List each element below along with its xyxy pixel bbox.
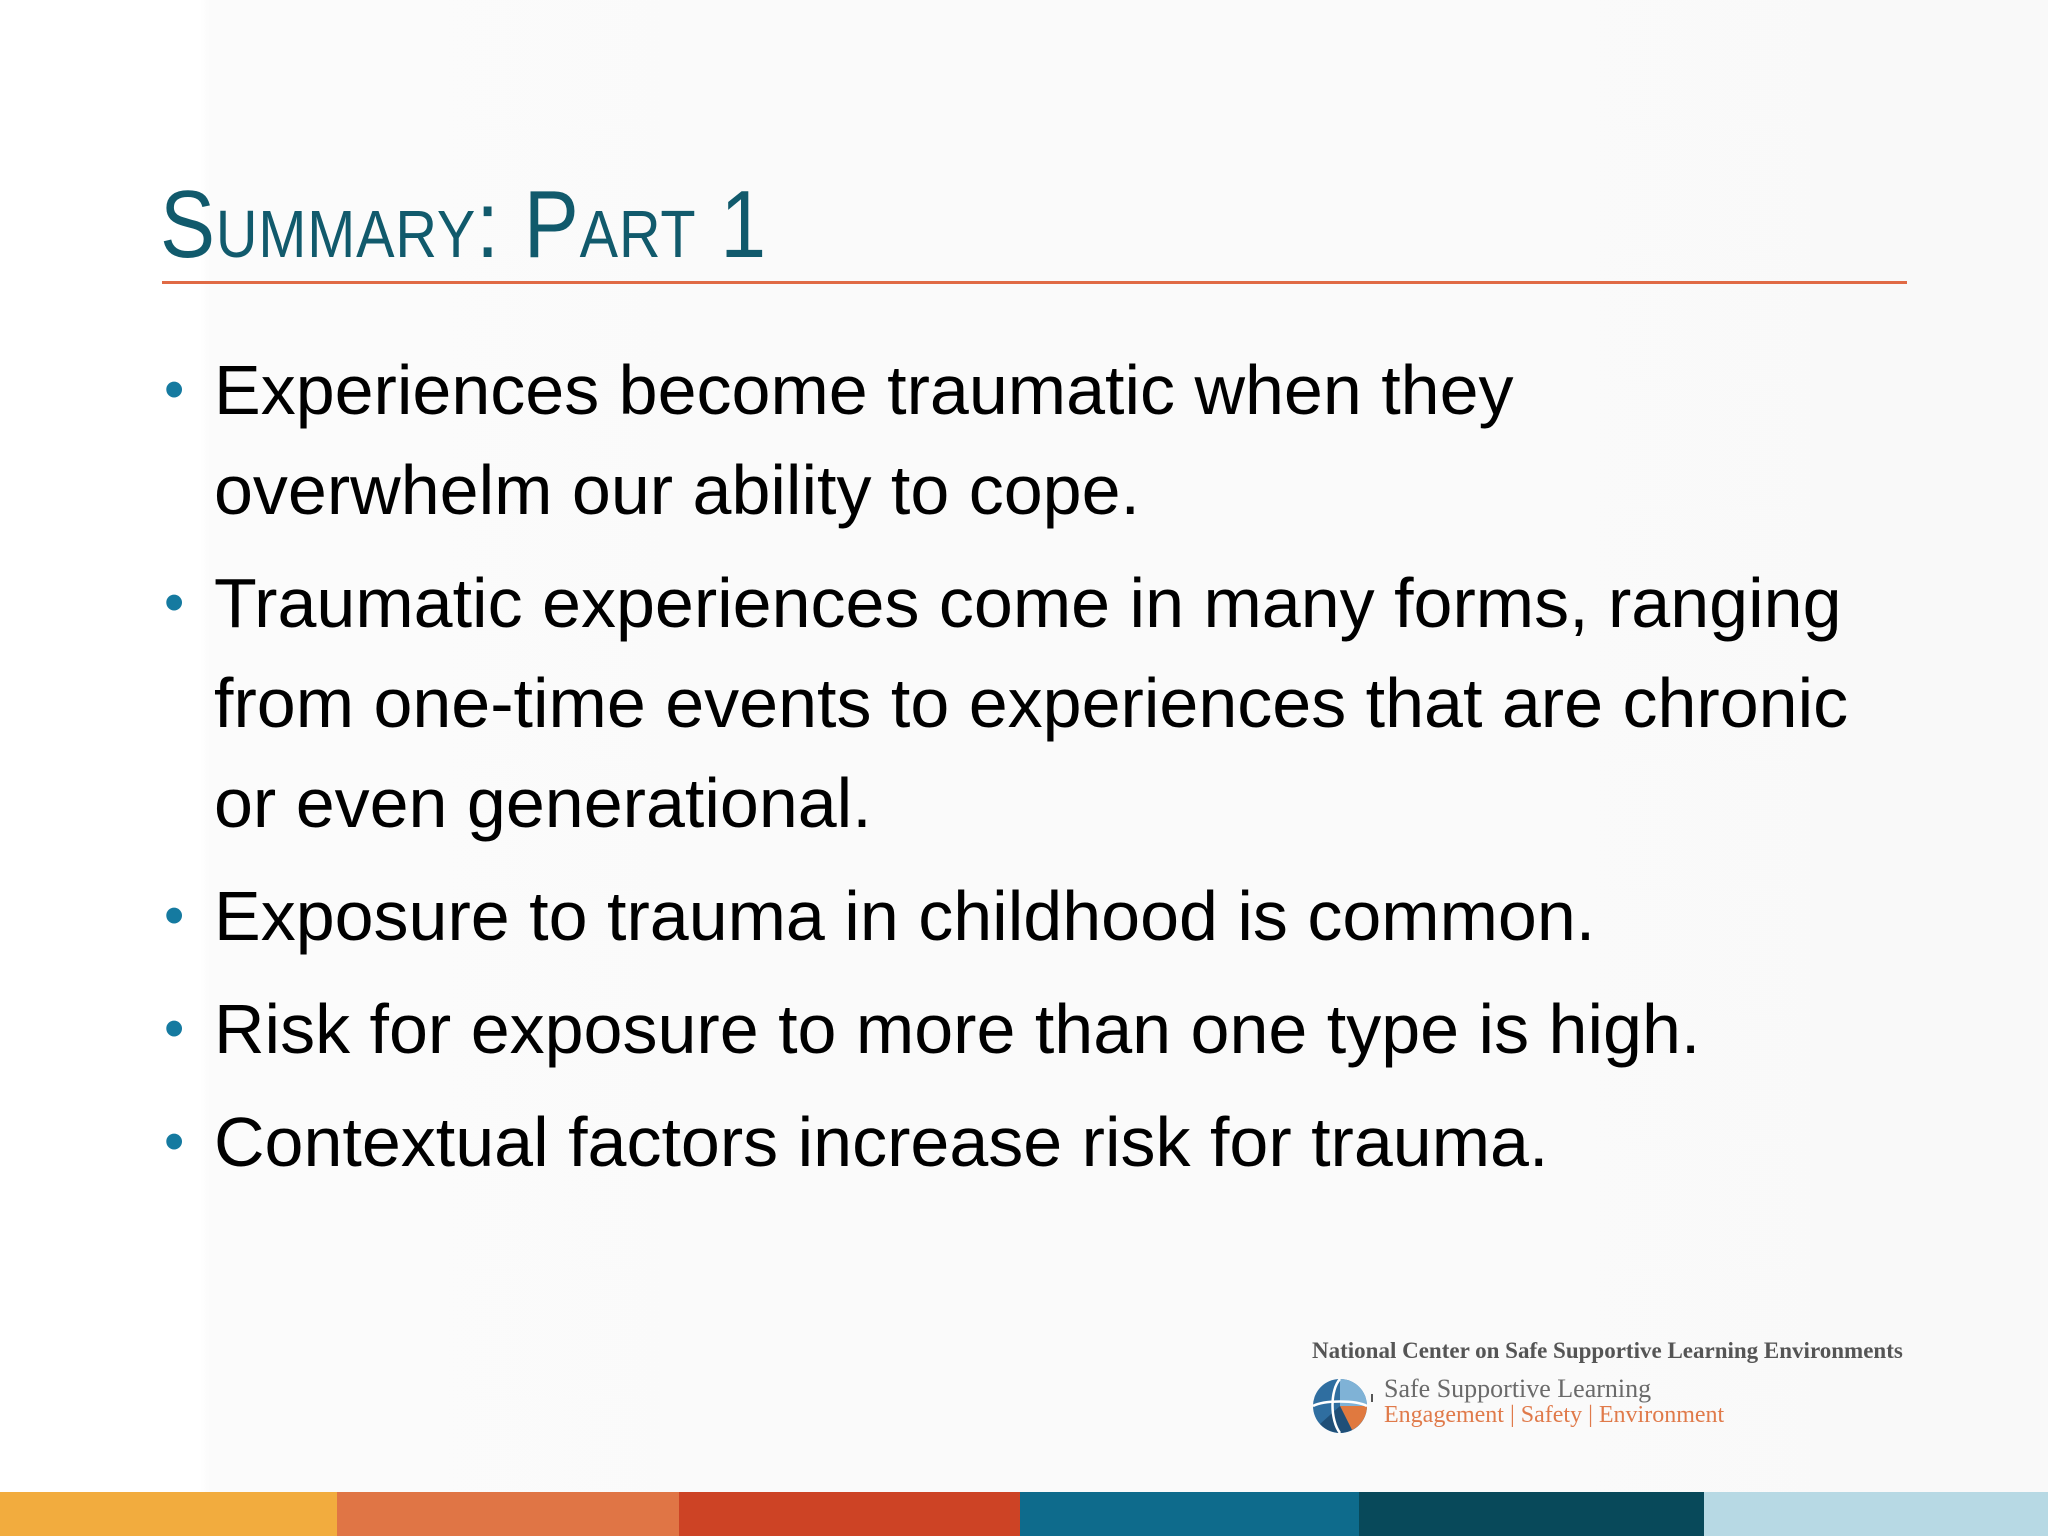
stripe-segment [1020,1492,1359,1536]
bullet-text: Exposure to trauma in childhood is common. [214,877,1596,955]
bullet-dot-icon: • [164,570,185,635]
slide-title: Summary: Part 1 [160,171,768,278]
logo-org-name: National Center on Safe Supportive Learning Environments [1312,1338,1903,1363]
logo-tagline: Engagement | Safety | Environment [1384,1402,1725,1428]
globe-emblem-icon [1312,1372,1376,1436]
bullet-item [160,866,1860,966]
stripe-segment [337,1492,679,1536]
bullet-text: Contextual factors increase risk for trauma. [214,1103,1549,1181]
stripe-segment [1359,1492,1704,1536]
bullet-item [160,340,1860,540]
bullet-text: Risk for exposure to more than one type is high. [214,990,1701,1068]
bullet-text: Traumatic experiences come in many forms, ranging from one-time events to experiences that are chronic or even generational. [214,564,1849,842]
bullet-item [160,1092,1860,1192]
bullet-list [160,340,1860,1205]
footer-color-stripe [0,1492,2048,1536]
bullet-item [160,553,1860,853]
stripe-segment [679,1492,1020,1536]
bullet-dot-icon: • [164,1109,185,1174]
bullet-dot-icon: • [164,357,185,422]
bullet-dot-icon: • [164,883,185,948]
stripe-segment [0,1492,337,1536]
title-divider [162,281,1907,284]
bullet-text: Experiences become traumatic when they overwhelm our ability to cope. [214,351,1514,529]
stripe-segment [1704,1492,2048,1536]
bullet-dot-icon: • [164,996,185,1061]
bullet-item [160,979,1860,1079]
logo-product-name: Safe Supportive Learning [1384,1374,1652,1403]
ncssle-logo [1310,1338,1903,1438]
